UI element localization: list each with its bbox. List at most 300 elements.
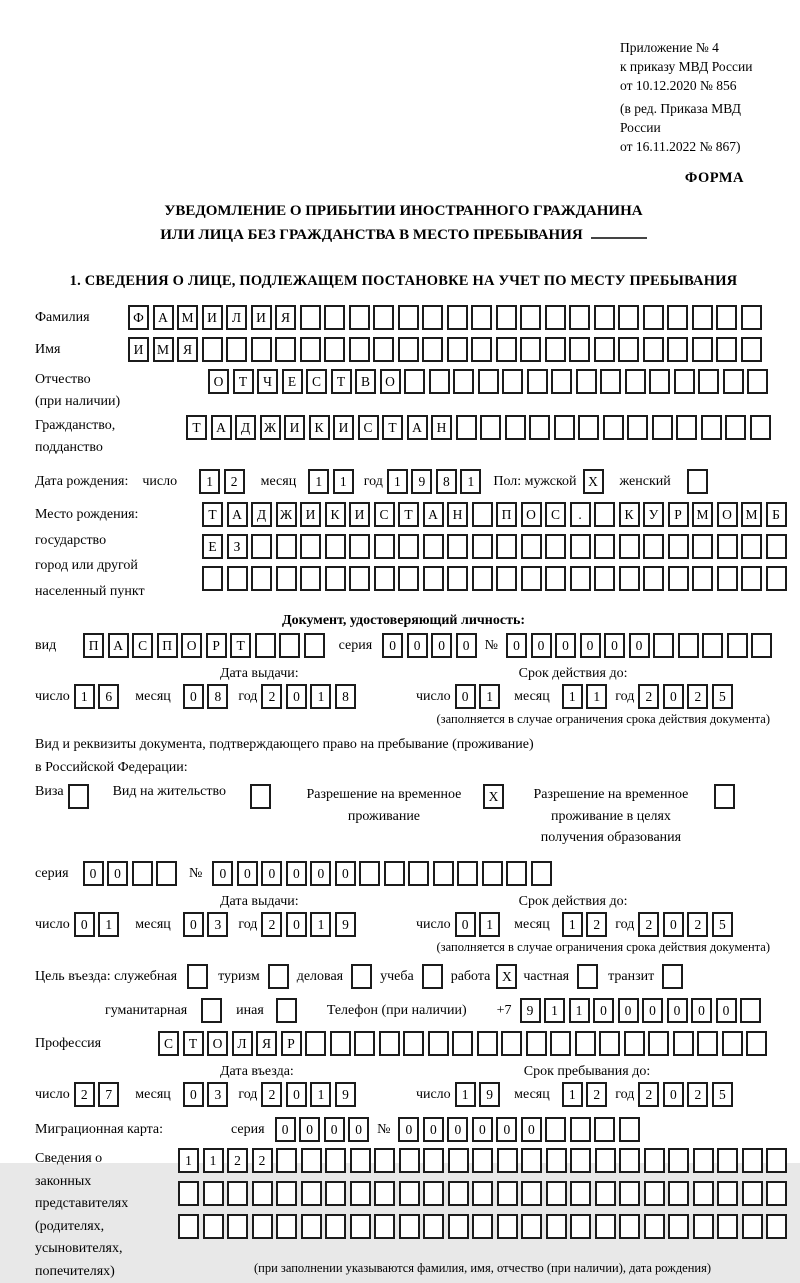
form-cell[interactable] [742,1214,763,1239]
form-cell[interactable]: О [207,1031,228,1056]
form-cell[interactable] [619,1117,640,1142]
form-cell[interactable] [521,1181,542,1206]
form-cell[interactable]: О [521,502,542,527]
form-cell[interactable]: 8 [207,684,228,709]
form-cell[interactable] [741,305,762,330]
rvp-edu-checkbox[interactable] [714,784,735,809]
form-cell[interactable]: 0 [521,1117,542,1142]
rvp-checkbox[interactable]: X [483,784,504,809]
form-cell[interactable] [741,534,762,559]
form-cell[interactable] [300,337,321,362]
form-cell[interactable] [472,1148,493,1173]
form-cell[interactable] [374,1214,395,1239]
form-cell[interactable]: 0 [286,861,307,886]
form-cell[interactable] [276,534,297,559]
form-cell[interactable]: 0 [335,861,356,886]
form-cell[interactable] [226,337,247,362]
form-cell[interactable] [520,305,541,330]
form-cell[interactable] [227,1181,248,1206]
form-cell[interactable] [693,1181,714,1206]
form-cell[interactable] [742,1181,763,1206]
form-cell[interactable]: 0 [455,912,476,937]
form-cell[interactable]: 0 [472,1117,493,1142]
form-cell[interactable] [330,1031,351,1056]
form-cell[interactable]: Е [202,534,223,559]
form-cell[interactable]: Ж [276,502,297,527]
form-cell[interactable] [619,566,640,591]
form-cell[interactable]: 0 [604,633,625,658]
form-cell[interactable]: 1 [479,684,500,709]
form-cell[interactable]: Я [256,1031,277,1056]
form-cell[interactable]: 0 [183,912,204,937]
form-cell[interactable] [668,1181,689,1206]
form-cell[interactable] [644,1214,665,1239]
form-cell[interactable] [496,566,517,591]
form-cell[interactable] [618,305,639,330]
form-cell[interactable]: Ж [260,415,281,440]
form-cell[interactable]: 2 [252,1148,273,1173]
form-cell[interactable] [423,1214,444,1239]
form-cell[interactable] [746,1031,767,1056]
form-cell[interactable] [747,369,768,394]
form-cell[interactable] [471,305,492,330]
form-cell[interactable]: 2 [224,469,245,494]
form-cell[interactable] [570,1214,591,1239]
form-cell[interactable]: 0 [629,633,650,658]
form-cell[interactable] [569,305,590,330]
form-cell[interactable] [398,566,419,591]
form-cell[interactable]: И [251,305,272,330]
form-cell[interactable]: А [153,305,174,330]
form-cell[interactable] [667,305,688,330]
form-cell[interactable]: 1 [387,469,408,494]
form-cell[interactable] [653,633,674,658]
form-cell[interactable]: 8 [436,469,457,494]
form-cell[interactable] [531,861,552,886]
form-cell[interactable] [350,1181,371,1206]
form-cell[interactable] [652,415,673,440]
form-cell[interactable] [520,337,541,362]
form-cell[interactable] [447,534,468,559]
form-cell[interactable]: М [692,502,713,527]
form-cell[interactable] [349,566,370,591]
form-cell[interactable] [374,1181,395,1206]
form-cell[interactable] [384,861,405,886]
form-cell[interactable]: Т [230,633,251,658]
form-cell[interactable] [251,337,272,362]
form-cell[interactable]: С [358,415,379,440]
purpose-work-checkbox[interactable]: X [496,964,517,989]
form-cell[interactable]: О [380,369,401,394]
form-cell[interactable] [701,415,722,440]
form-cell[interactable] [643,337,664,362]
form-cell[interactable] [448,1148,469,1173]
form-cell[interactable] [594,534,615,559]
form-cell[interactable] [300,305,321,330]
form-cell[interactable] [576,369,597,394]
form-cell[interactable] [448,1214,469,1239]
form-cell[interactable] [594,566,615,591]
form-cell[interactable] [398,534,419,559]
form-cell[interactable] [301,1148,322,1173]
form-cell[interactable] [202,566,223,591]
form-cell[interactable] [717,1148,738,1173]
form-cell[interactable] [502,369,523,394]
form-cell[interactable] [349,534,370,559]
form-cell[interactable]: 2 [586,912,607,937]
form-cell[interactable]: А [227,502,248,527]
form-cell[interactable] [324,337,345,362]
form-cell[interactable]: 0 [107,861,128,886]
form-cell[interactable] [619,1214,640,1239]
form-cell[interactable] [276,1148,297,1173]
form-cell[interactable] [702,633,723,658]
form-cell[interactable] [698,369,719,394]
form-cell[interactable] [423,1148,444,1173]
form-cell[interactable]: Д [251,502,272,527]
form-cell[interactable]: 1 [544,998,565,1023]
form-cell[interactable] [643,566,664,591]
form-cell[interactable] [301,1214,322,1239]
form-cell[interactable]: 1 [203,1148,224,1173]
form-cell[interactable]: 2 [687,1082,708,1107]
form-cell[interactable] [644,1148,665,1173]
form-cell[interactable]: 2 [74,1082,95,1107]
form-cell[interactable]: 0 [431,633,452,658]
form-cell[interactable] [545,305,566,330]
form-cell[interactable]: 0 [691,998,712,1023]
form-cell[interactable] [674,369,695,394]
form-cell[interactable] [404,369,425,394]
form-cell[interactable]: 1 [310,912,331,937]
form-cell[interactable]: 0 [580,633,601,658]
form-cell[interactable]: С [132,633,153,658]
form-cell[interactable]: Т [202,502,223,527]
form-cell[interactable] [599,1031,620,1056]
purpose-transit-checkbox[interactable] [662,964,683,989]
form-cell[interactable] [422,337,443,362]
form-cell[interactable] [403,1031,424,1056]
form-cell[interactable]: 8 [335,684,356,709]
form-cell[interactable] [422,305,443,330]
form-cell[interactable]: 1 [310,684,331,709]
form-cell[interactable]: 0 [496,1117,517,1142]
vnj-checkbox[interactable] [250,784,271,809]
form-cell[interactable] [506,861,527,886]
form-cell[interactable] [717,566,738,591]
form-cell[interactable]: А [108,633,129,658]
form-cell[interactable] [751,633,772,658]
form-cell[interactable]: Р [206,633,227,658]
form-cell[interactable] [472,502,493,527]
form-cell[interactable]: З [227,534,248,559]
form-cell[interactable]: Н [431,415,452,440]
form-cell[interactable] [643,305,664,330]
form-cell[interactable] [570,1181,591,1206]
form-cell[interactable] [545,337,566,362]
form-cell[interactable]: О [181,633,202,658]
form-cell[interactable]: 0 [456,633,477,658]
form-cell[interactable]: 7 [98,1082,119,1107]
form-cell[interactable] [692,337,713,362]
form-cell[interactable] [717,534,738,559]
form-cell[interactable] [429,369,450,394]
form-cell[interactable]: М [741,502,762,527]
purpose-tourism-checkbox[interactable] [268,964,289,989]
form-cell[interactable] [325,1181,346,1206]
form-cell[interactable] [667,337,688,362]
form-cell[interactable]: 1 [199,469,220,494]
form-cell[interactable] [482,861,503,886]
form-cell[interactable] [472,1181,493,1206]
form-cell[interactable] [603,415,624,440]
form-cell[interactable] [594,337,615,362]
purpose-business-checkbox[interactable] [351,964,372,989]
form-cell[interactable]: 2 [261,912,282,937]
form-cell[interactable] [399,1148,420,1173]
form-cell[interactable] [448,1181,469,1206]
form-cell[interactable] [496,534,517,559]
form-cell[interactable] [496,337,517,362]
form-cell[interactable]: К [619,502,640,527]
form-cell[interactable]: А [211,415,232,440]
form-cell[interactable]: С [306,369,327,394]
form-cell[interactable] [546,1181,567,1206]
form-cell[interactable] [527,369,548,394]
form-cell[interactable] [546,1214,567,1239]
form-cell[interactable]: Д [235,415,256,440]
form-cell[interactable] [350,1214,371,1239]
form-cell[interactable] [625,369,646,394]
form-cell[interactable] [668,566,689,591]
form-cell[interactable]: 1 [569,998,590,1023]
form-cell[interactable]: Т [398,502,419,527]
form-cell[interactable] [717,1181,738,1206]
form-cell[interactable]: 0 [83,861,104,886]
form-cell[interactable]: И [349,502,370,527]
form-cell[interactable] [619,1148,640,1173]
form-cell[interactable]: У [643,502,664,527]
form-cell[interactable]: 0 [618,998,639,1023]
form-cell[interactable] [447,305,468,330]
form-cell[interactable]: 0 [663,912,684,937]
form-cell[interactable] [373,305,394,330]
form-cell[interactable] [471,337,492,362]
form-cell[interactable] [722,1031,743,1056]
form-cell[interactable]: 0 [324,1117,345,1142]
form-cell[interactable] [529,415,550,440]
form-cell[interactable] [521,566,542,591]
purpose-study-checkbox[interactable] [422,964,443,989]
form-cell[interactable] [227,1214,248,1239]
form-cell[interactable] [545,566,566,591]
form-cell[interactable]: 9 [520,998,541,1023]
form-cell[interactable]: 0 [455,684,476,709]
form-cell[interactable] [423,566,444,591]
form-cell[interactable] [750,415,771,440]
form-cell[interactable]: Ч [257,369,278,394]
form-cell[interactable]: 0 [286,912,307,937]
form-cell[interactable] [692,305,713,330]
form-cell[interactable] [276,1214,297,1239]
form-cell[interactable]: 0 [506,633,527,658]
form-cell[interactable]: 3 [207,912,228,937]
form-cell[interactable] [741,566,762,591]
form-cell[interactable] [766,1148,787,1173]
form-cell[interactable]: 5 [712,912,733,937]
form-cell[interactable] [550,1031,571,1056]
form-cell[interactable]: 0 [663,684,684,709]
form-cell[interactable] [305,1031,326,1056]
form-cell[interactable] [447,337,468,362]
form-cell[interactable] [505,415,526,440]
form-cell[interactable]: С [545,502,566,527]
form-cell[interactable] [276,566,297,591]
form-cell[interactable] [423,534,444,559]
form-cell[interactable] [627,415,648,440]
form-cell[interactable] [619,534,640,559]
form-cell[interactable] [203,1214,224,1239]
form-cell[interactable]: К [309,415,330,440]
form-cell[interactable]: 9 [335,912,356,937]
form-cell[interactable] [693,1214,714,1239]
form-cell[interactable] [178,1181,199,1206]
form-cell[interactable] [570,566,591,591]
form-cell[interactable]: 0 [398,1117,419,1142]
form-cell[interactable]: 0 [531,633,552,658]
form-cell[interactable]: 1 [74,684,95,709]
form-cell[interactable]: 1 [308,469,329,494]
form-cell[interactable] [594,502,615,527]
form-cell[interactable]: К [325,502,346,527]
form-cell[interactable] [472,1214,493,1239]
form-cell[interactable] [423,1181,444,1206]
form-cell[interactable]: 1 [98,912,119,937]
form-cell[interactable] [618,337,639,362]
form-cell[interactable] [325,1214,346,1239]
sex-female-checkbox[interactable] [687,469,708,494]
form-cell[interactable] [668,1214,689,1239]
form-cell[interactable] [178,1214,199,1239]
form-cell[interactable] [551,369,572,394]
form-cell[interactable]: 0 [286,1082,307,1107]
form-cell[interactable] [300,566,321,591]
form-cell[interactable] [408,861,429,886]
form-cell[interactable] [324,305,345,330]
form-cell[interactable] [501,1031,522,1056]
form-cell[interactable] [526,1031,547,1056]
form-cell[interactable]: Р [281,1031,302,1056]
form-cell[interactable] [595,1148,616,1173]
form-cell[interactable] [716,337,737,362]
form-cell[interactable]: 0 [667,998,688,1023]
form-cell[interactable] [477,1031,498,1056]
form-cell[interactable] [766,534,787,559]
form-cell[interactable] [325,1148,346,1173]
form-cell[interactable] [359,861,380,886]
form-cell[interactable]: 1 [455,1082,476,1107]
form-cell[interactable]: М [177,305,198,330]
form-cell[interactable] [132,861,153,886]
form-cell[interactable] [673,1031,694,1056]
form-cell[interactable] [521,1214,542,1239]
form-cell[interactable] [252,1181,273,1206]
form-cell[interactable]: 0 [348,1117,369,1142]
form-cell[interactable]: Я [177,337,198,362]
form-cell[interactable] [354,1031,375,1056]
form-cell[interactable]: 2 [687,912,708,937]
form-cell[interactable]: 0 [237,861,258,886]
form-cell[interactable] [374,1148,395,1173]
form-cell[interactable] [716,305,737,330]
form-cell[interactable] [374,534,395,559]
form-cell[interactable]: 0 [447,1117,468,1142]
form-cell[interactable] [472,566,493,591]
purpose-official-checkbox[interactable] [187,964,208,989]
form-cell[interactable]: Т [183,1031,204,1056]
form-cell[interactable] [595,1214,616,1239]
form-cell[interactable]: 1 [310,1082,331,1107]
form-cell[interactable]: 1 [562,684,583,709]
form-cell[interactable]: 2 [638,684,659,709]
form-cell[interactable] [692,534,713,559]
form-cell[interactable]: 2 [638,912,659,937]
form-cell[interactable]: Т [331,369,352,394]
form-cell[interactable] [569,337,590,362]
form-cell[interactable]: О [208,369,229,394]
form-cell[interactable] [251,566,272,591]
form-cell[interactable]: И [128,337,149,362]
form-cell[interactable] [692,566,713,591]
form-cell[interactable]: О [717,502,738,527]
form-cell[interactable] [453,369,474,394]
form-cell[interactable]: С [158,1031,179,1056]
form-cell[interactable] [766,566,787,591]
form-cell[interactable] [578,415,599,440]
form-cell[interactable]: И [202,305,223,330]
form-cell[interactable] [521,1148,542,1173]
form-cell[interactable]: 0 [183,684,204,709]
form-cell[interactable] [648,1031,669,1056]
form-cell[interactable] [203,1181,224,1206]
form-cell[interactable]: 2 [227,1148,248,1173]
form-cell[interactable] [373,337,394,362]
form-cell[interactable]: 2 [261,684,282,709]
form-cell[interactable]: 0 [593,998,614,1023]
form-cell[interactable] [697,1031,718,1056]
form-cell[interactable]: 9 [411,469,432,494]
form-cell[interactable] [433,861,454,886]
form-cell[interactable]: 2 [687,684,708,709]
form-cell[interactable]: Я [275,305,296,330]
form-cell[interactable] [457,861,478,886]
form-cell[interactable]: 1 [479,912,500,937]
form-cell[interactable] [575,1031,596,1056]
form-cell[interactable]: Т [233,369,254,394]
form-cell[interactable] [276,1181,297,1206]
form-cell[interactable]: 0 [299,1117,320,1142]
form-cell[interactable]: 0 [310,861,331,886]
form-cell[interactable] [480,415,501,440]
form-cell[interactable]: П [83,633,104,658]
form-cell[interactable] [349,305,370,330]
form-cell[interactable]: 2 [586,1082,607,1107]
form-cell[interactable]: 9 [479,1082,500,1107]
form-cell[interactable] [668,534,689,559]
form-cell[interactable] [452,1031,473,1056]
form-cell[interactable] [678,633,699,658]
form-cell[interactable] [300,534,321,559]
